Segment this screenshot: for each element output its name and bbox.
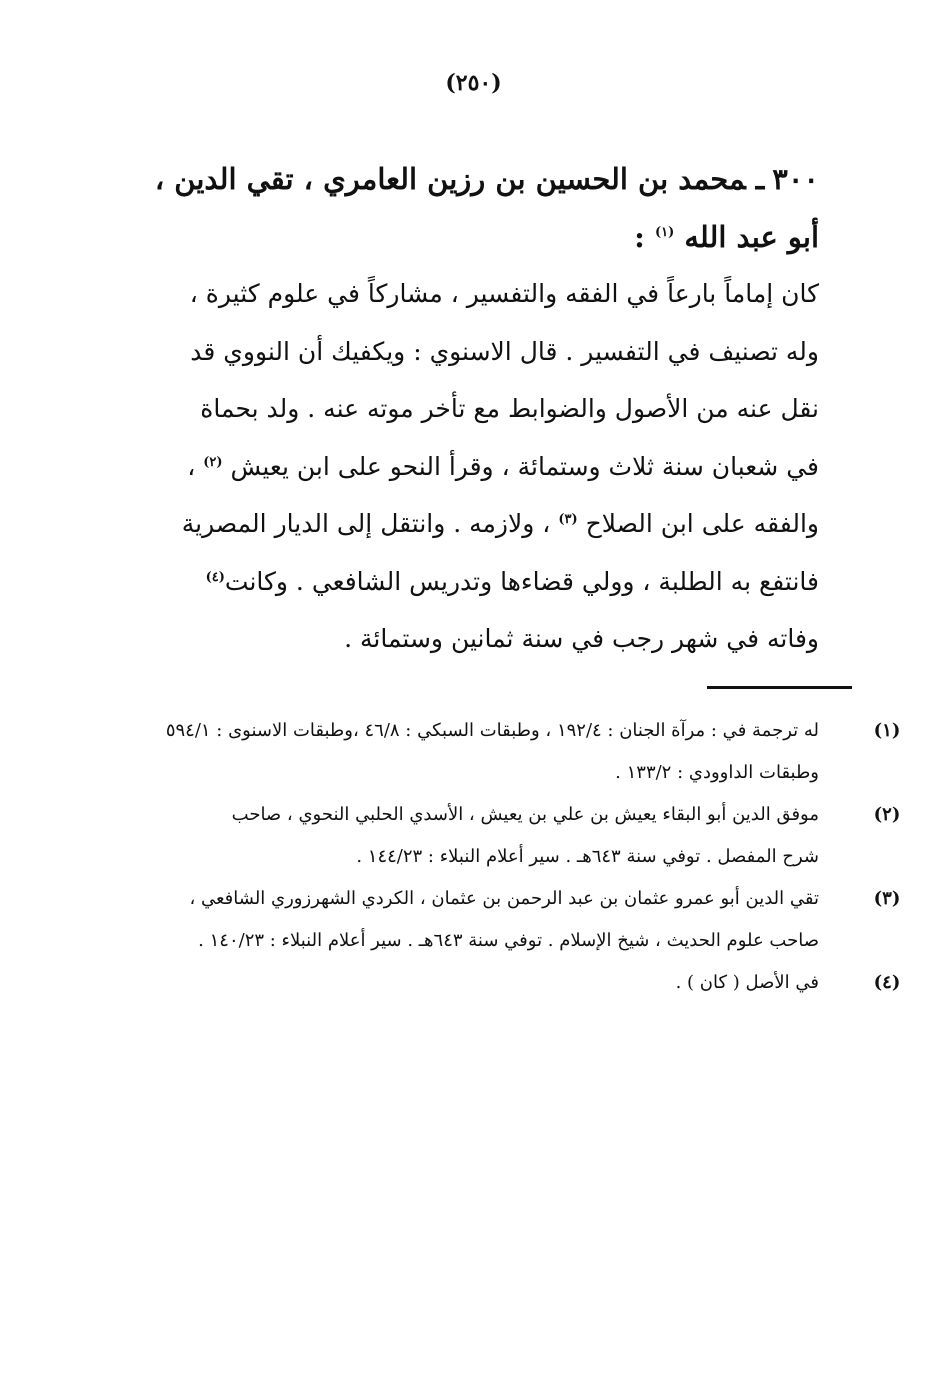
body-line: والفقه على ابن الصلاح $^{(٣)}$ ، ولازمه . وانتقل إلى الديار المصرية	[181, 509, 819, 538]
footnote-line: شرح المفصل . توفي سنة ٦٤٣هـ . سير أعلام النبلاء : ١٤٤/٢٣ .	[356, 846, 819, 867]
footnote-line: في الأصل ( كان ) .	[675, 972, 819, 993]
footnote-separator	[707, 686, 852, 689]
entry-heading	[99, 150, 819, 266]
footnote-number: (١)	[873, 720, 901, 741]
footnote	[99, 710, 901, 794]
biography-text	[129, 265, 819, 668]
entry-title: محمد بن الحسين بن رزين العامري ، تقي الدين ،	[154, 162, 746, 196]
body-line: وفاته في شهر رجب في سنة ثمانين وستمائة .	[344, 624, 819, 653]
entry-kunya: أبو عبد الله	[684, 220, 819, 254]
entry-dash: ـ	[755, 162, 765, 196]
footnote-line: صاحب علوم الحديث ، شيخ الإسلام . توفي سنة ٦٤٣هـ . سير أعلام النبلاء : ١٤٠/٢٣ .	[198, 930, 819, 951]
body-line: فانتفع به الطلبة ، وولي قضاءها وتدريس الشافعي . وكانت$^{(٤)}$	[205, 566, 819, 596]
footnotes	[99, 710, 901, 1004]
entry-colon: :	[634, 220, 645, 254]
footnote	[99, 794, 901, 878]
page-number: (٢٥٠)	[445, 70, 502, 96]
entry-title-line-2	[99, 208, 819, 266]
footnote-line: له ترجمة في : مرآة الجنان : ١٩٢/٤ ، وطبقات السبكي : ٤٦/٨ ،وطبقات الاسنوى : ٥٩٤/١	[165, 720, 819, 741]
footnote-number: (٣)	[873, 888, 901, 909]
footnote	[99, 962, 901, 1004]
body-line: في شعبان سنة ثلاث وستمائة ، وقرأ النحو على ابن يعيش $^{(٢)}$ ،	[187, 451, 819, 481]
body-line: وله تصنيف في التفسير . قال الاسنوي : ويكفيك أن النووي قد	[190, 336, 819, 366]
footnote	[99, 878, 901, 962]
body-line: كان إماماً بارعاً في الفقه والتفسير ، مشاركاً في علوم كثيرة ،	[189, 279, 819, 308]
footnote-number: (٤)	[873, 972, 901, 993]
entry-title-line-1	[99, 150, 819, 208]
footnote-line: موفق الدين أبو البقاء يعيش بن علي بن يعيش ، الأسدي الحلبي النحوي ، صاحب	[231, 804, 819, 825]
footnote-line: وطبقات الداوودي : ١٣٣/٢ .	[615, 762, 819, 783]
footnote-ref: (٤)	[205, 569, 225, 585]
footnote-line: تقي الدين أبو عمرو عثمان بن عبد الرحمن بن عثمان ، الكردي الشهرزوري الشافعي ،	[189, 888, 819, 909]
entry-number: ٣٠٠	[772, 162, 819, 196]
footnote-number: (٢)	[873, 804, 901, 825]
footnote-ref: (٣)	[558, 512, 578, 527]
body-line: نقل عنه من الأصول والضوابط مع تأخر موته عنه . ولد بحماة	[200, 394, 819, 423]
footnote-ref: (١)	[654, 225, 675, 240]
footnote-ref: (٢)	[203, 454, 223, 470]
